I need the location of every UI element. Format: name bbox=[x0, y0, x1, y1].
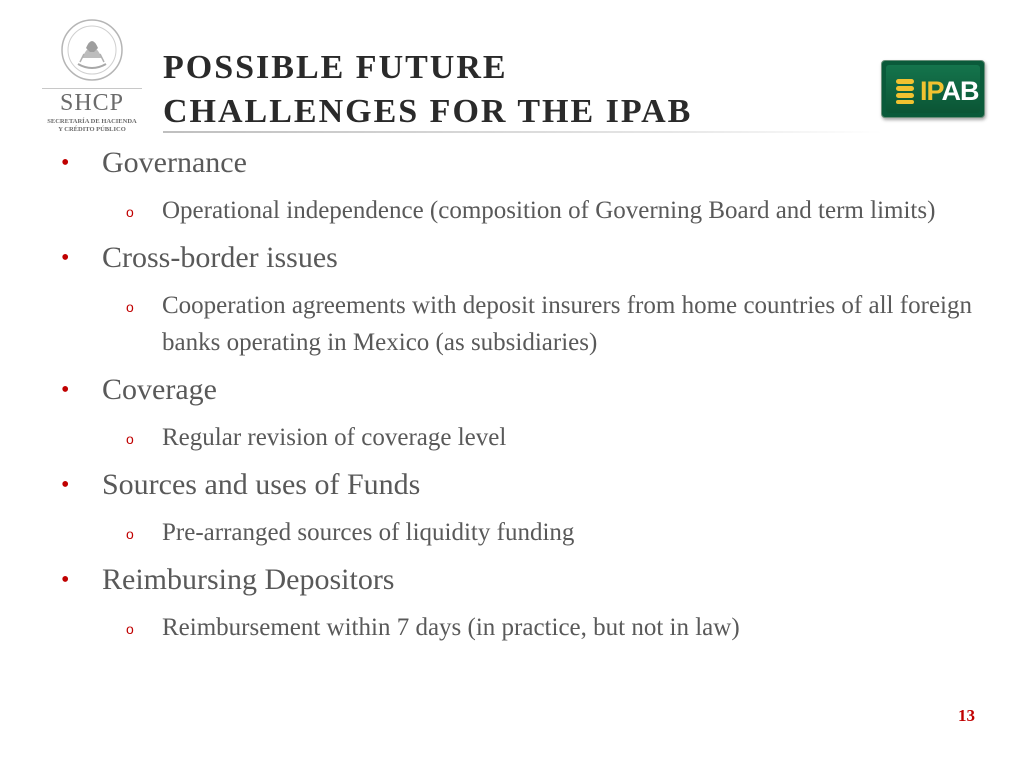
shcp-name: SHCP bbox=[59, 90, 125, 116]
page-title-line1: POSSIBLE FUTURE bbox=[163, 49, 508, 86]
bullet-text: Reimbursing Depositors bbox=[102, 563, 395, 596]
sub-bullet-text: Regular revision of coverage level bbox=[162, 424, 507, 451]
ipab-wordmark bbox=[920, 73, 979, 109]
sub-bullet-circle-icon: o bbox=[126, 621, 134, 637]
bullet-text: Cross-border issues bbox=[102, 241, 338, 274]
ipab-logo-inner bbox=[886, 65, 980, 113]
shcp-subtitle bbox=[36, 118, 148, 134]
mexico-coat-of-arms-icon bbox=[60, 18, 124, 82]
sub-bullet-text: Pre-arranged sources of liquidity funding bbox=[162, 519, 575, 546]
sub-bullet-item bbox=[56, 609, 972, 646]
sub-bullet-item bbox=[56, 192, 972, 229]
sub-bullet-text: Operational independence (composition of Governing Board and term limits) bbox=[162, 197, 936, 224]
shcp-subtitle-line1: SECRETARÍA DE HACIENDA bbox=[47, 118, 137, 125]
bullet-item bbox=[56, 462, 972, 508]
page-title bbox=[163, 46, 863, 134]
ipab-logo bbox=[881, 60, 985, 118]
bullet-item bbox=[56, 235, 972, 281]
sub-bullet-item bbox=[56, 287, 972, 361]
bullet-text: Sources and uses of Funds bbox=[102, 468, 421, 501]
shcp-divider bbox=[42, 88, 142, 89]
page-title-line2: CHALLENGES FOR THE IPAB bbox=[163, 93, 693, 130]
page-number: 13 bbox=[958, 706, 975, 725]
sub-bullet-item bbox=[56, 514, 972, 551]
bullet-list bbox=[56, 140, 972, 652]
shcp-subtitle-line2: Y CRÉDITO PÚBLICO bbox=[58, 126, 126, 133]
bullet-dot-icon: • bbox=[61, 245, 70, 271]
ipab-wordmark-ab: AB bbox=[941, 76, 979, 106]
sub-bullet-circle-icon: o bbox=[126, 299, 134, 315]
bullet-text: Governance bbox=[102, 146, 247, 179]
bullet-dot-icon: • bbox=[61, 150, 70, 176]
sub-bullet-item bbox=[56, 419, 972, 456]
ipab-emblem-icon bbox=[894, 77, 916, 105]
bullet-dot-icon: • bbox=[61, 377, 70, 403]
bullet-item bbox=[56, 140, 972, 186]
bullet-text: Coverage bbox=[102, 373, 217, 406]
shcp-logo bbox=[36, 18, 148, 136]
sub-bullet-circle-icon: o bbox=[126, 526, 134, 542]
sub-bullet-text: Cooperation agreements with deposit insurers from home countries of all foreign banks operating in Mexico (as subsidiaries) bbox=[162, 292, 972, 356]
bullet-item bbox=[56, 557, 972, 603]
ipab-wordmark-ip: IP bbox=[920, 76, 942, 106]
sub-bullet-text: Reimbursement within 7 days (in practice, but not in law) bbox=[162, 614, 740, 641]
bullet-dot-icon: • bbox=[61, 567, 70, 593]
bullet-item bbox=[56, 367, 972, 413]
sub-bullet-circle-icon: o bbox=[126, 431, 134, 447]
bullet-dot-icon: • bbox=[61, 472, 70, 498]
title-underline bbox=[163, 131, 883, 133]
sub-bullet-circle-icon: o bbox=[126, 204, 134, 220]
